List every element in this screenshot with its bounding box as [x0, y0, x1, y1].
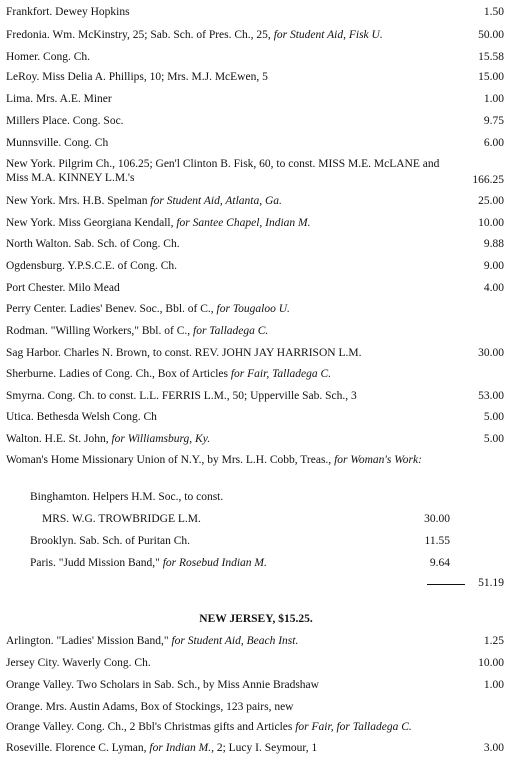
list-item: Munnsville. Cong. Ch 6.00: [6, 137, 504, 149]
list-item: New York. Mrs. H.B. Spelman for Student Aid, Atlanta, Ga. 25.00: [6, 195, 504, 207]
list-item: Orange Valley. Cong. Ch., 2 Bbl's Christmas gifts and Articles for Fair, for Talladega C.: [6, 721, 412, 733]
amount: 9.88: [483, 238, 504, 250]
amount: 9.00: [483, 260, 504, 272]
list-item: Sherburne. Ladies of Cong. Ch., Box of Articles for Fair, Talladega C.: [6, 368, 332, 380]
amount: 30.00: [478, 347, 504, 359]
list-item: Roseville. Florence C. Lyman, for Indian M., 2; Lucy I. Seymour, 1 3.00: [6, 742, 504, 754]
amount: 30.00: [424, 513, 450, 525]
amount: 15.58: [478, 51, 504, 63]
list-item: Arlington. "Ladies' Mission Band," for Student Aid, Beach Inst. 1.25: [6, 635, 504, 647]
amount: 5.00: [483, 411, 504, 423]
amount: 166.25: [472, 174, 504, 186]
list-item: Frankfort. Dewey Hopkins 1.50: [6, 6, 504, 18]
amount: 50.00: [478, 29, 504, 41]
amount: 11.55: [424, 535, 450, 547]
list-item: Walton. H.E. St. John, for Williamsburg, Ky. 5.00: [6, 433, 504, 445]
sub-list-item: MRS. W.G. TROWBRIDGE L.M. 30.00: [42, 513, 450, 525]
amount: 9.75: [483, 115, 504, 127]
list-item: Millers Place. Cong. Soc. 9.75: [6, 115, 504, 127]
list-item: New York. Pilgrim Ch., 106.25; Gen'l Clinton B. Fisk, 60, to const. MISS M.E. McLANE and Miss M.A. KINNEY L.M.'s 166.25: [6, 158, 504, 186]
amount: 51.19: [478, 577, 504, 589]
list-item: Orange Valley. Two Scholars in Sab. Sch., by Miss Annie Bradshaw 1.00: [6, 679, 504, 691]
amount: 1.25: [483, 635, 504, 647]
amount: 9.64: [429, 557, 450, 569]
amount: 25.00: [478, 195, 504, 207]
amount: 5.00: [483, 433, 504, 445]
amount: 1.00: [483, 679, 504, 691]
list-item: Lima. Mrs. A.E. Miner 1.00: [6, 93, 504, 105]
amount: 10.00: [478, 657, 504, 669]
list-item: Smyrna. Cong. Ch. to const. L.L. FERRIS L.M., 50; Upperville Sab. Sch., 3 53.00: [6, 390, 504, 402]
list-item: Orange. Mrs. Austin Adams, Box of Stockings, 123 pairs, new: [6, 701, 294, 713]
amount: 10.00: [478, 217, 504, 229]
amount: 3.00: [483, 742, 504, 754]
list-item: Rodman. "Willing Workers," Bbl. of C., for Talladega C.: [6, 325, 269, 337]
amount: 1.50: [483, 6, 504, 18]
sub-list-item: Binghamton. Helpers H.M. Soc., to const.: [30, 491, 224, 503]
list-item: New York. Miss Georgiana Kendall, for Santee Chapel, Indian M. 10.00: [6, 217, 504, 229]
amount: 6.00: [483, 137, 504, 149]
amount: 15.00: [478, 71, 504, 83]
amount: 1.00: [483, 93, 504, 105]
list-item: Jersey City. Waverly Cong. Ch. 10.00: [6, 657, 504, 669]
sub-list-item: Brooklyn. Sab. Sch. of Puritan Ch. 11.55: [30, 535, 450, 547]
list-item: Fredonia. Wm. McKinstry, 25; Sab. Sch. of Pres. Ch., 25, for Student Aid, Fisk U. 50.00: [6, 29, 504, 41]
list-item: Ogdensburg. Y.P.S.C.E. of Cong. Ch. 9.00: [6, 260, 504, 272]
list-item: Woman's Home Missionary Union of N.Y., by Mrs. L.H. Cobb, Treas., for Woman's Work:: [6, 454, 422, 466]
list-item: Perry Center. Ladies' Benev. Soc., Bbl. of C., for Tougaloo U.: [6, 303, 290, 315]
section-heading: NEW JERSEY, $15.25.: [199, 613, 313, 625]
list-item: LeRoy. Miss Delia A. Phillips, 10; Mrs. M.J. McEwen, 5 15.00: [6, 71, 504, 83]
amount: 53.00: [478, 390, 504, 402]
sub-list-item: Paris. "Judd Mission Band," for Rosebud Indian M. 9.64: [30, 557, 450, 569]
total-rule: [427, 584, 465, 585]
list-item: Homer. Cong. Ch. 15.58: [6, 51, 504, 63]
list-item: Utica. Bethesda Welsh Cong. Ch 5.00: [6, 411, 504, 423]
list-item: Port Chester. Milo Mead 4.00: [6, 282, 504, 294]
list-item: Sag Harbor. Charles N. Brown, to const. REV. JOHN JAY HARRISON L.M. 30.00: [6, 347, 504, 359]
list-item: North Walton. Sab. Sch. of Cong. Ch. 9.88: [6, 238, 504, 250]
amount: 4.00: [483, 282, 504, 294]
